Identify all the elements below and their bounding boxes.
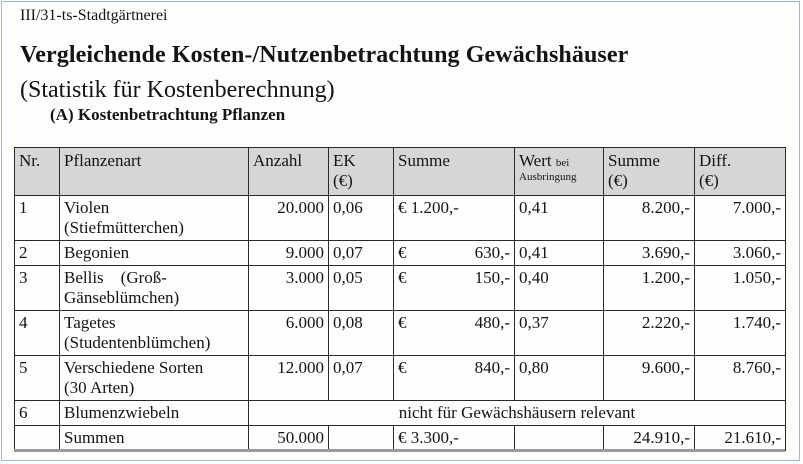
header-diff-unit: (€): [699, 171, 719, 190]
cell-anzahl: 20.000: [249, 196, 329, 241]
cell-totals-anzahl: 50.000: [249, 426, 329, 451]
header-wert-sub: Ausbringung: [519, 171, 577, 183]
cell-totals-summe: € 3.300,-: [394, 426, 515, 451]
header-summe-2-label: Summe: [608, 151, 660, 170]
cell-nr: 4: [15, 311, 60, 356]
header-anzahl: Anzahl: [249, 148, 329, 196]
cell-totals-wert: [515, 426, 604, 451]
cell-summe-2: 9.600,-: [604, 356, 695, 401]
document-subtitle: (Statistik für Kostenberechnung): [20, 77, 335, 103]
header-ek-label: EK: [333, 151, 356, 170]
cell-ek: 0,06: [329, 196, 394, 241]
cell-nr: 3: [15, 266, 60, 311]
header-ek: [329, 148, 394, 196]
cell-wert: 0,41: [515, 196, 604, 241]
cell-pflanzenart: Tagetes (Studentenblümchen): [60, 311, 249, 356]
cell-ek: 0,07: [329, 241, 394, 266]
cell-summe: € 630,-: [394, 241, 515, 266]
section-heading: (A) Kostenbetrachtung Pflanzen: [50, 105, 286, 124]
cell-summe-2: 2.220,-: [604, 311, 695, 356]
cell-pflanzenart: Violen (Stiefmütterchen): [60, 196, 249, 241]
cell-pflanzenart: Begonien: [60, 241, 249, 266]
cell-summe: € 840,-: [394, 356, 515, 401]
cell-ek: 0,05: [329, 266, 394, 311]
cell-pflanzenart: Bellis (Groß- Gänseblümchen): [60, 266, 249, 311]
table-row: [15, 196, 786, 241]
cell-diff: 8.760,-: [695, 356, 786, 401]
table-row: [15, 266, 786, 311]
cell-nr: [15, 426, 60, 451]
cell-anzahl: 6.000: [249, 311, 329, 356]
table-row-blumenzwiebeln: [15, 401, 786, 426]
document-title: Vergleichende Kosten-/Nutzenbetrachtung Gewächshäuser: [20, 42, 629, 68]
cell-totals-ek: [329, 426, 394, 451]
header-wert-label: Wert bei: [519, 151, 570, 170]
header-summe-2: [604, 148, 695, 196]
header-diff: [695, 148, 786, 196]
cell-note: nicht für Gewächshäusern relevant: [249, 401, 786, 426]
cell-wert: 0,80: [515, 356, 604, 401]
cell-summe-2: 3.690,-: [604, 241, 695, 266]
cell-summe: € 150,-: [394, 266, 515, 311]
table-row: [15, 356, 786, 401]
cell-pflanzenart: Verschiedene Sorten (30 Arten): [60, 356, 249, 401]
header-pflanzenart: Pflanzenart: [60, 148, 249, 196]
cell-diff: 7.000,-: [695, 196, 786, 241]
cell-summe: € 480,-: [394, 311, 515, 356]
header-summe: Summe: [394, 148, 515, 196]
cell-summe-2: 8.200,-: [604, 196, 695, 241]
cell-summe: € 1.200,-: [394, 196, 515, 241]
cell-wert: 0,41: [515, 241, 604, 266]
header-diff-label: Diff.: [699, 151, 732, 170]
header-summe-2-unit: (€): [608, 171, 628, 190]
cell-diff: 3.060,-: [695, 241, 786, 266]
cell-ek: 0,08: [329, 311, 394, 356]
cell-wert: 0,40: [515, 266, 604, 311]
cell-anzahl: 9.000: [249, 241, 329, 266]
header-nr: Nr.: [15, 148, 60, 196]
cell-diff: 1.740,-: [695, 311, 786, 356]
cell-nr: 2: [15, 241, 60, 266]
header-wert: [515, 148, 604, 196]
table-row: [15, 241, 786, 266]
table-header-row: [15, 148, 786, 196]
cell-totals-summe-2: 24.910,-: [604, 426, 695, 451]
cell-nr: 6: [15, 401, 60, 426]
table-row-totals: [15, 426, 786, 451]
cell-diff: 1.050,-: [695, 266, 786, 311]
cell-totals-label: Summen: [60, 426, 249, 451]
cell-wert: 0,37: [515, 311, 604, 356]
cell-pflanzenart: Blumenzwiebeln: [60, 401, 249, 426]
table-bottom-shadow: [14, 449, 785, 452]
cell-nr: 5: [15, 356, 60, 401]
cell-summe-2: 1.200,-: [604, 266, 695, 311]
header-ek-unit: (€): [333, 171, 353, 190]
cell-totals-diff: 21.610,-: [695, 426, 786, 451]
cell-nr: 1: [15, 196, 60, 241]
cost-table: [14, 147, 786, 451]
cell-anzahl: 12.000: [249, 356, 329, 401]
cell-ek: 0,07: [329, 356, 394, 401]
document-reference: III/31-ts-Stadtgärtnerei: [20, 7, 168, 24]
cell-anzahl: 3.000: [249, 266, 329, 311]
table-row: [15, 311, 786, 356]
